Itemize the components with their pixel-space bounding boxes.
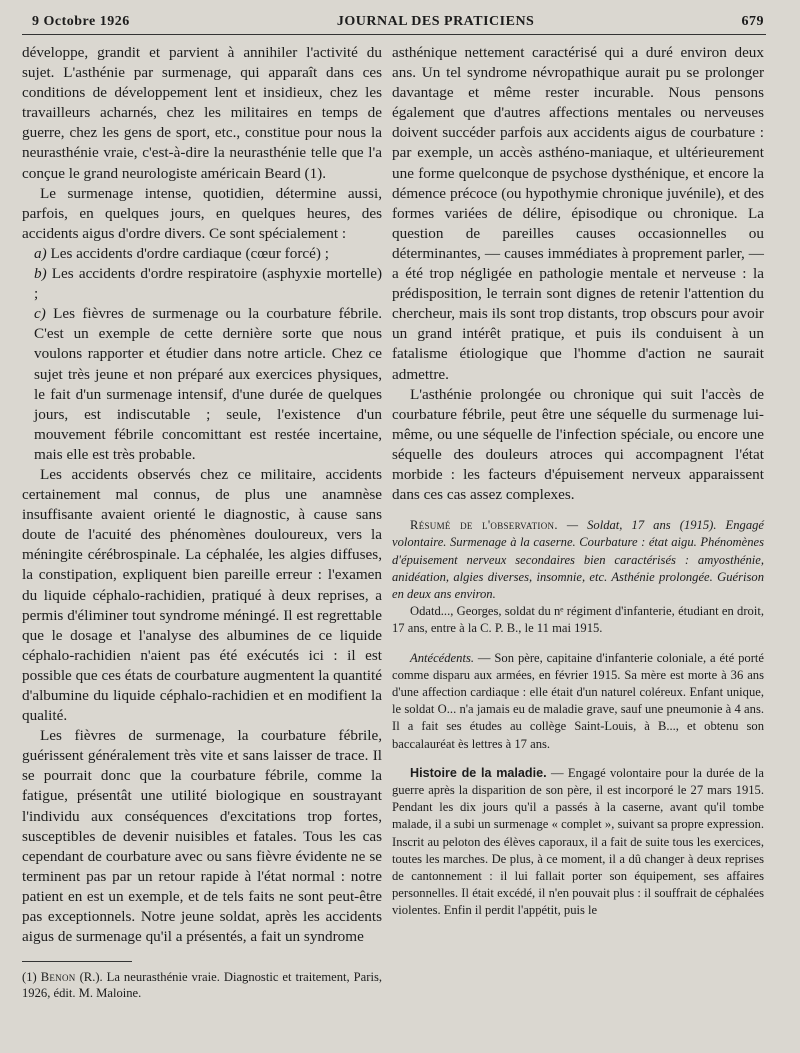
list-item-b-text: Les accidents d'ordre respiratoire (asphyxie mortelle) ;: [34, 265, 383, 303]
observation-summary-text: — Soldat, 17 ans (1915). Engagé volontaire. Surmenage à la caserne. Courbature : état aigu. Phénomènes d'épuisement nerveux secondaires bien caractérisés : amyosthénie, anidéation, algies diverses, insomnie, etc. Asthénie prolongée. Guérison en deux ans environ.: [392, 518, 765, 601]
article-columns: [22, 43, 766, 1001]
right-paragraph-1: asthénique nettement caractérisé qui a duré environ deux ans. Un tel syndrome névropathique aurait pu se prolonger davantage et même rester incurable. Nous pensons également que d'autres affections mentales ou nerveuses doivent succéder parfois aux accidents aigus de courbature : par exemple, un accès asthéno-maniaque, et ultérieurement une forme quelconque de psychose dysthénique, et encore la démence précoce (ou hypothymie chronique juvénile), et des formes variées de délire, épisodique ou chronique. La question de pareilles causes occasionnelles ou déterminantes, — causes immédiates à proprement parler, — a été trop négligée en pathologie mentale et nerveuse : la prédisposition, le terrain sont dignes de retenir l'attention du chercheur, mais ils sont trop distants, trop obscurs pour avoir un grand intérêt pratique, et puis ils conduisent à un fatalisme étiologique que l'homme d'action ne saurait admettre.: [392, 44, 764, 383]
list-item-a-text: Les accidents d'ordre cardiaque (cœur forcé) ;: [50, 244, 329, 262]
footnote-number: (1): [22, 970, 37, 985]
list-item-b: [22, 264, 382, 304]
footnote: [22, 970, 382, 1001]
antecedents-paragraph: [392, 650, 764, 753]
footnote-divider: [22, 961, 132, 962]
footnote-text: (R.). La neurasthénie vraie. Diagnostic et traitement, Paris, 1926, édit. M. Maloine.: [22, 970, 383, 1000]
list-item-a: [22, 244, 382, 264]
left-column: [22, 43, 382, 1001]
footnote-author: Benon: [40, 970, 76, 985]
header-page-number: 679: [741, 14, 764, 29]
list-item-c-text: Les fièvres de surmenage ou la courbature fébrile. C'est un exemple de cette dernière sorte que nous voulons rapporter et étudier dans notre article. Chez ce sujet très jeune et non préparé aux exercices physiques, le fait d'un surmenage intensif, d'une durée de quelques jours, est indiscutable ; seule, l'existence d'un mouvement fébrile concomittant est restée incertaine, mais elle est très probable.: [34, 305, 382, 463]
header-journal-title: JOURNAL DES PRATICIENS: [336, 14, 535, 29]
patient-identity: Odatd..., Georges, soldat du nᵉ régiment d'infanterie, étudiant en droit, 17 ans, entre à la C. P. B., le 11 mai 1915.: [392, 604, 764, 636]
antecedents-text: — Son père, capitaine d'infanterie coloniale, a été porté comme disparu aux armées, en février 1915. Sa mère est morte à 36 ans d'une affection cardiaque : elle était d'un naturel coléreux. Enfant unique, le soldat O... n'a jamais eu de maladie grave, sauf une pneumonie à 4 ans. Il a fait ses études au collège Saint-Louis, à B..., et obtenu son baccalauréat ès lettres à 17 ans.: [392, 650, 764, 751]
right-paragraph-2: L'asthénie prolongée ou chronique qui suit l'accès de courbature fébrile, peut être une séquelle du surmenage lui-même, ou une séquelle de l'infection spéciale, ou encore une séquelle des douleurs atroces qui accompagnent l'état morbide : les facteurs d'épuisement nerveux apparaissent dans ces cas assez complexes.: [392, 385, 764, 504]
left-paragraph-1: développe, grandit et parvient à annihiler l'activité du sujet. L'asthénie par surmenage, qui apparaît dans ces conditions de développement lent et insidieux, chez les travailleurs acharnés, chez les militaires en temps de guerre, chez les gens de sport, etc., constitue pour nous la neurasthénie vraie, c'est-à-dire la neurasthénie telle que l'a conçue le grand neurologiste américain Beard (1).: [22, 44, 382, 182]
list-item-c: [22, 304, 382, 465]
left-paragraph-2: Le surmenage intense, quotidien, détermine aussi, parfois, en quelques jours, en quelques heures, des accidents aigus d'ordre divers. Ce sont spécialement :: [22, 184, 382, 242]
list-item-b-letter: b): [34, 265, 47, 283]
observation-section: [392, 517, 764, 919]
disease-history-label: Histoire de la maladie.: [410, 765, 547, 780]
page-header: [22, 14, 766, 35]
disease-history-text: — Engagé volontaire pour la durée de la guerre après la disparition de son père, il est incorporé le 27 mars 1915. Pendant les dix jours qu'il a passés à la caserne, avant qu'il tombe malade, il a subi un surmenage « complet », suivant sa propre expression. Inscrit au peloton des élèves caporaux, il a fait de suite tous les exercices, toutes les marches. De plus, à ce moment, il a dû changer à deux reprises de cantonnement : il lui fallait porter son équipement, ses affaires personnelles. Il était excédé, il n'en pouvait plus : il souffrait de céphalées violentes. Enfin il perdit l'appétit, puis le: [392, 765, 764, 918]
left-paragraph-3: Les accidents observés chez ce militaire, accidents certainement mal connus, de plus une anamnèse insuffisante avaient orienté le diagnostic, à cause sans doute de l'acuité des phénomènes douloureux, vers la méningite cérébrospinale. La céphalée, les algies diffuses, la constipation, expliquent bien pareille erreur : l'examen du liquide céphalo-rachidien, pratiqué à deux reprises, a permis d'éliminer tout syndrome méningé. Il est regrettable que le dosage et l'analyse des albumines de ce liquide céphalo-rachidien n'aient pas été exécutés ici : il est possible que ces états de courbature augmentent la quantité d'albumine du liquide céphalo-rachidien et en modifient la qualité.: [22, 465, 382, 725]
observation-summary: [392, 517, 764, 603]
left-paragraph-4: Les fièvres de surmenage, la courbature fébrile, guérissent généralement très vite et sans laisser de trace. Il se pourrait donc que la courbature fébrile, comme la fatigue, présentât une utilité biologique en soustrayant l'individu aux conséquences d'excitations trop fortes, susceptibles de devenir nuisibles et fatales. Tous les cas cependant de courbature avec ou sans fièvre évidente ne se terminent pas par un retour rapide à l'état normal : notre patient en est un exemple, et de tels faits ne sont peut-être pas exceptionnels. Notre jeune soldat, après les accidents aigus de surmenage qu'il a présentés, a fait un syndrome: [22, 727, 382, 946]
list-item-a-letter: a): [34, 244, 47, 262]
right-column: [392, 43, 764, 1001]
list-item-c-letter: c): [34, 305, 46, 323]
disease-history-paragraph: [392, 765, 764, 920]
observation-summary-label: Résumé de l'observation.: [410, 518, 558, 533]
header-date: 9 Octobre 1926: [32, 14, 130, 29]
antecedents-label: Antécédents.: [410, 650, 474, 665]
